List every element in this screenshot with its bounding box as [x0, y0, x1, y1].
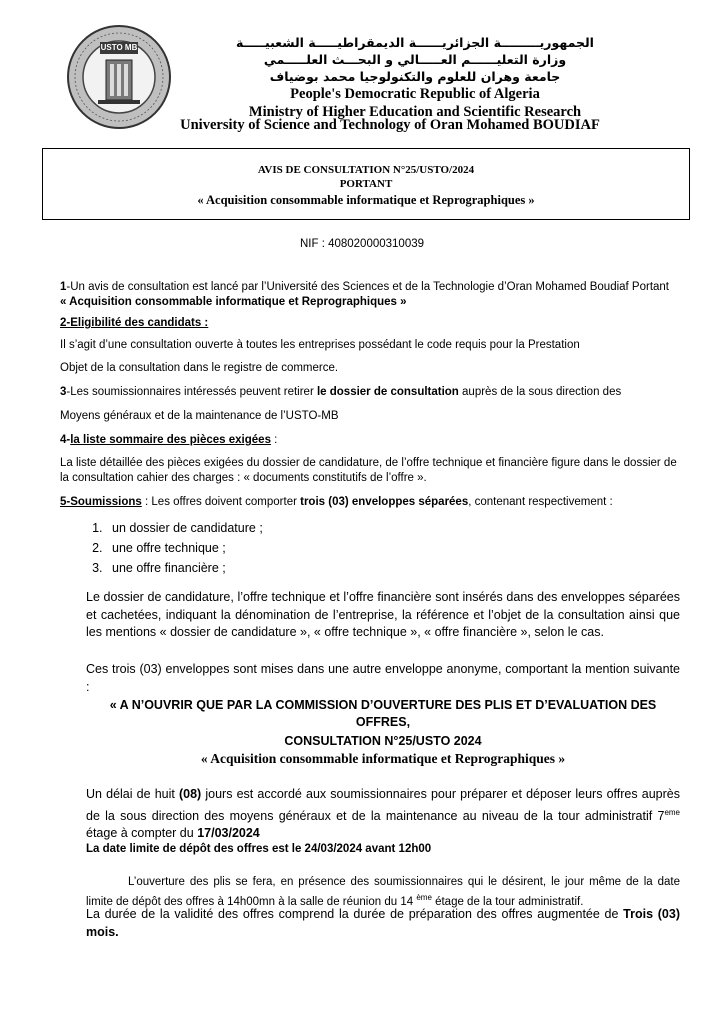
logo-text: USTO MB — [100, 43, 138, 52]
title-portant: PORTANT — [339, 178, 393, 190]
header-arabic-republic: الجمهوريـــــــــة الجزائريــــــة الديمقراطيـــــة الشعبيـــــة — [236, 35, 594, 50]
deadline-start-date: 17/03/2024 — [197, 826, 260, 841]
header-ministry: Ministry of Higher Education and Scientific Research — [248, 104, 582, 120]
deadline-days: (08) — [178, 787, 202, 801]
deadline-paragraph — [86, 786, 680, 843]
header-university: University of Science and Technology of Oran Mohamed BOUDIAF — [180, 117, 600, 133]
list-item: 2. une offre technique ; — [106, 538, 263, 558]
opening-text-a: L’ouverture des plis se fera, en présence des soumissionnaires qui le désirent, le jour même de la date limite de dépôt des offres à 14h00mn à la salle de réunion du 14 — [86, 876, 680, 908]
deadline-date: La date limite de dépôt des offres est le 24/03/2024 avant 12h00 — [86, 843, 432, 855]
section-4-title: la liste sommaire des pièces exigées — [70, 434, 271, 446]
list-item: 1. un dossier de candidature ; — [106, 518, 263, 538]
envelopes-list — [80, 518, 263, 578]
deadline-text-c: étage à compter du — [86, 826, 198, 841]
list-item: 3. une offre financière ; — [106, 558, 263, 578]
opening-sup: ème — [416, 893, 432, 902]
deadline-sup: eme — [664, 807, 680, 817]
opening-text-b: étage de la tour administratif. — [431, 895, 584, 908]
envelopes-paragraph: Le dossier de candidature, l’offre technique et l’offre financière sont insérés dans des enveloppes séparées et cachetées, indiquant la dénomination de l’entreprise, la référence et l’objet de la consultation ainsi que les mentions « dossier de candidature », « offre technique », « offre financière », selon le cas. — [86, 590, 680, 639]
section-1 — [60, 280, 678, 310]
section-3-bold: le dossier de consultation — [316, 386, 463, 398]
header-arabic-university: جامعة وهران للعلوم والتكنولوجيا محمد بوضياف — [269, 69, 561, 84]
section-5 — [60, 495, 678, 510]
university-logo — [66, 24, 172, 130]
header — [180, 34, 650, 121]
header-republic: People's Democratic Republic of Algeria — [290, 86, 540, 102]
title-subject: « Acquisition consommable informatique et Reprographiques » — [197, 193, 535, 207]
header-arabic-ministry: وزارة التعليــــــم العـــــالي و البحـــث العلـــــمي — [263, 52, 567, 67]
mention-line-1: « A N’OUVRIR QUE PAR LA COMMISSION D’OUVERTURE DES PLIS ET D’EVALUATION DES OFFRES, — [109, 698, 657, 729]
nif-number: NIF : 408020000310039 — [299, 238, 425, 250]
section-5-text-a: : Les offres doivent comporter — [141, 496, 301, 508]
deadline-text-a: Un délai de huit — [86, 787, 179, 801]
mention-line-3: « Acquisition consommable informatique et Reprographiques » — [200, 751, 566, 766]
section-3-number: 3 — [60, 386, 67, 398]
section-5-bold: trois (03) enveloppes séparées — [300, 496, 469, 508]
section-1-subject: « Acquisition consommable informatique et Reprographiques » — [60, 296, 407, 308]
section-3-line-1 — [60, 385, 678, 400]
section-1-text: -Un avis de consultation est lancé par l’Université des Sciences et de la Technologie d’Oran Mohamed Boudiaf Portant — [66, 281, 670, 293]
section-2-heading: 2-Eligibilité des candidats : — [60, 317, 209, 329]
title-box — [42, 148, 690, 220]
validity-paragraph — [86, 906, 680, 941]
section-3-line-2: Moyens généraux et de la maintenance de l’USTO-MB — [60, 410, 339, 422]
section-1-number: 1 — [60, 281, 67, 293]
section-2-line-1: Il s’agit d’une consultation ouverte à toutes les entreprises possédant le code requis pour la Prestation — [60, 339, 580, 351]
anonymous-envelope-paragraph: Ces trois (03) enveloppes sont mises dans une autre enveloppe anonyme, comportant la mention suivante : — [86, 662, 680, 694]
validity-text: La durée de la validité des offres comprend la durée de préparation des offres augmentée de — [86, 907, 624, 921]
section-4-heading — [60, 433, 678, 448]
section-3-text-a: -Les soumissionnaires intéressés peuvent retirer — [66, 386, 317, 398]
mention-line-2: CONSULTATION N°25/USTO 2024 — [284, 734, 482, 748]
section-3-text-b: auprès de la sous direction des — [462, 386, 622, 398]
section-2-line-2: Objet de la consultation dans le registre de commerce. — [60, 362, 339, 374]
title-consultation-number: AVIS DE CONSULTATION N°25/USTO/2024 — [257, 164, 475, 176]
section-4-colon: : — [270, 434, 278, 446]
section-4-number: 4- — [60, 434, 71, 446]
opening-paragraph — [86, 874, 680, 910]
section-4-text: La liste détaillée des pièces exigées du dossier de candidature, de l’offre technique et financière figure dans le dossier de la consultation cahier des charges : « documents constitutifs de l’offre ». — [60, 457, 677, 484]
deadline-text-b: jours est accordé aux soumissionnaires pour préparer et déposer leurs offres auprès de la sous direction des moyens généraux et de la maintenance au niveau de la tour administratif 7 — [86, 787, 680, 823]
section-5-heading: 5-Soumissions — [60, 496, 142, 508]
section-5-text-b: , contenant respectivement : — [468, 496, 613, 508]
validity-duration: Trois (03) mois. — [86, 907, 680, 939]
